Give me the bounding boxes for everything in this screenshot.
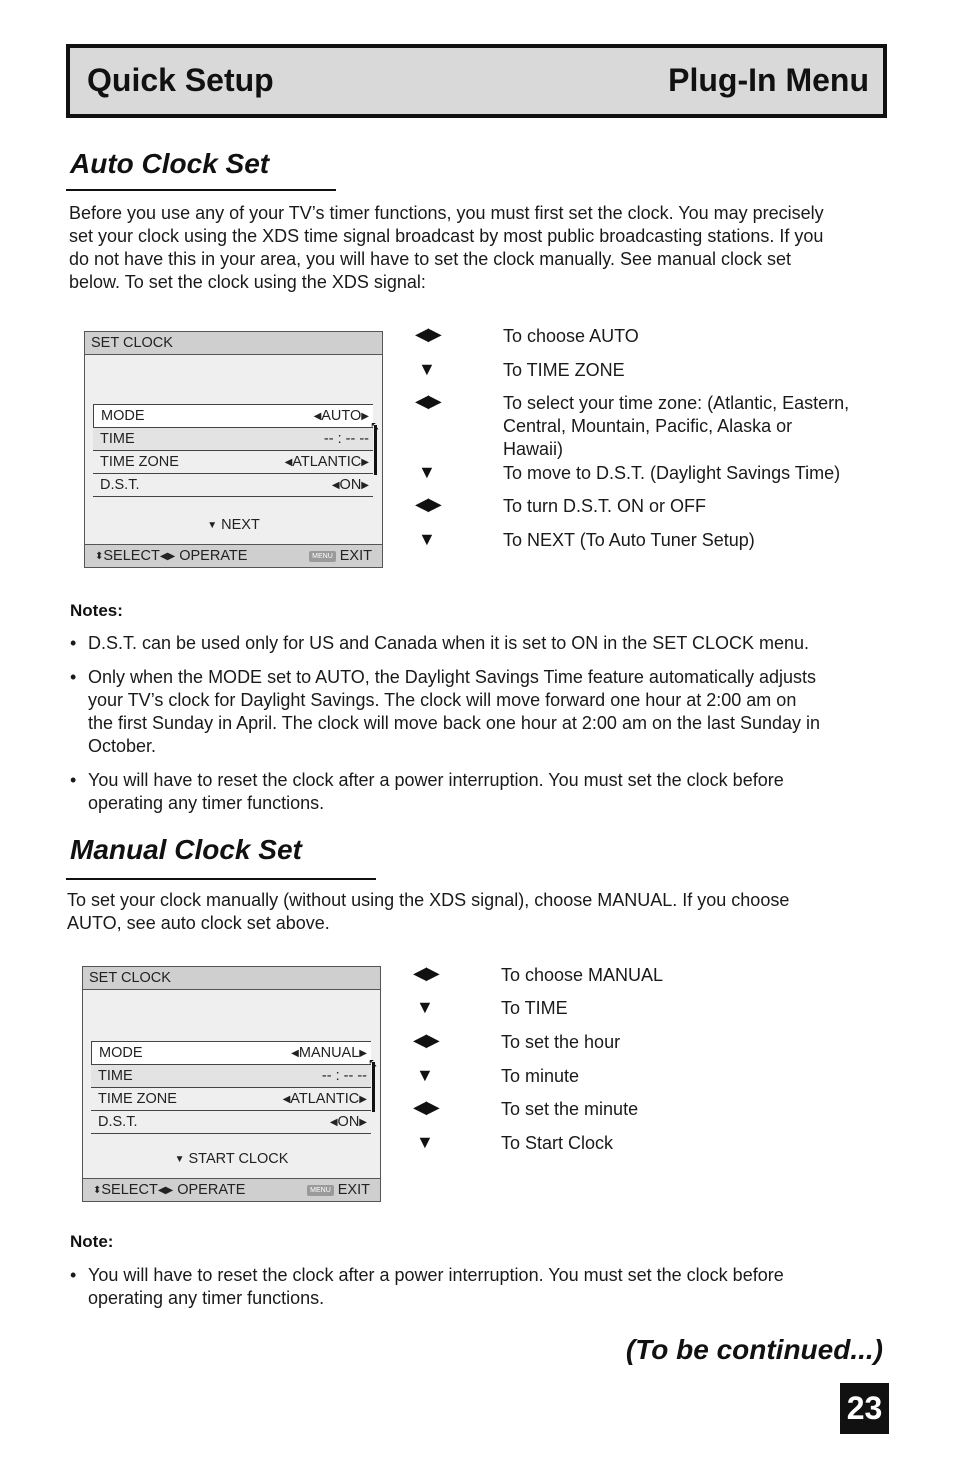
- up-down-icon: ⬍: [93, 1185, 102, 1196]
- down-arrow-icon: ▼: [418, 529, 435, 549]
- manual-step-text: To choose MANUAL: [501, 965, 664, 985]
- left-right-arrows-icon: ◀▶: [415, 324, 441, 344]
- note-item: • You will have to reset the clock after a power interruption. You must set the clock before operating any timer functions.: [70, 1265, 784, 1308]
- left-right-arrows-icon: ◀▶: [413, 1097, 439, 1117]
- menu-footer: ⬍SELECT◀▶ OPERATE MENU EXIT: [83, 1178, 380, 1201]
- menu-next: ▼ NEXT: [207, 517, 260, 533]
- menu-key-icon: MENU: [307, 1185, 334, 1196]
- manual-step-text: To set the minute: [501, 1099, 639, 1119]
- down-arrow-icon: ▼: [416, 1065, 433, 1085]
- manual-step-text: To set the hour: [501, 1032, 621, 1052]
- menu-rows: [93, 404, 380, 497]
- cursor-arrow-icon: ↖: [369, 419, 380, 433]
- note-item: • You will have to reset the clock after a power interruption. You must set the clock before operating any timer functions.: [70, 770, 784, 813]
- down-triangle-icon: ▼: [174, 1154, 185, 1165]
- left-right-arrows-icon: ◀▶: [413, 963, 439, 983]
- down-arrow-icon: ▼: [416, 1132, 433, 1152]
- menu-title: SET CLOCK: [83, 967, 380, 990]
- down-arrow-icon: ▼: [418, 359, 435, 379]
- menu-start-clock: ▼ START CLOCK: [174, 1151, 289, 1167]
- menu-row-time-zone: TIME ZONE ◀ATLANTIC▶: [93, 451, 373, 474]
- down-arrow-icon: ▼: [416, 997, 433, 1017]
- manual-intro: To set your clock manually (without using the XDS signal), choose MANUAL. If you choose AUTO, see auto clock set above.: [67, 890, 790, 933]
- auto-intro: Before you use any of your TV’s timer functions, you must first set the clock. You may precisely set your clock using the XDS time signal broadcast by most public broadcasting stations. If you do not have this in your area, you will have to set the clock manually. See manual clock set below. To set the clock using the XDS signal:: [69, 203, 824, 292]
- left-right-arrows-icon: ◀▶: [413, 1030, 439, 1050]
- menu-row-time-zone: TIME ZONE ◀ATLANTIC▶: [91, 1088, 371, 1111]
- left-right-arrows-icon: ◀▶: [415, 391, 441, 411]
- down-triangle-icon: ▼: [207, 520, 218, 531]
- menu-rows: [91, 1041, 378, 1134]
- left-right-arrows-icon: ◀▶: [415, 494, 441, 514]
- auto-step-text: To select your time zone: (Atlantic, Eastern, Central, Mountain, Pacific, Alaska or Hawaii): [503, 393, 850, 459]
- menu-row-dst: D.S.T. ◀ON▶: [93, 474, 373, 497]
- up-down-icon: ⬍: [95, 551, 104, 562]
- page-number: 23: [840, 1383, 889, 1434]
- menu-row-mode: MODE ◀MANUAL▶: [91, 1041, 371, 1065]
- left-right-icon: ◀▶: [157, 1185, 174, 1196]
- manual-step-text: To Start Clock: [501, 1133, 614, 1153]
- manual-set-clock-menu: [82, 966, 381, 1202]
- manual-title-rule: [66, 878, 376, 880]
- menu-title: SET CLOCK: [85, 332, 382, 355]
- page-header: [66, 44, 887, 118]
- menu-row-mode: MODE ◀AUTO▶: [93, 404, 373, 428]
- menu-row-time: TIME -- : -- --: [91, 1065, 371, 1088]
- left-right-icon: ◀▶: [159, 551, 176, 562]
- manual-clock-set-title: Manual Clock Set: [70, 834, 302, 865]
- header-right-title: Plug-In Menu: [668, 62, 869, 98]
- auto-title-rule: [66, 189, 336, 191]
- auto-step-text: To move to D.S.T. (Daylight Savings Time): [503, 463, 841, 483]
- cursor-arrow-icon: ↖: [367, 1056, 378, 1070]
- auto-set-clock-menu: [84, 331, 383, 568]
- auto-step-text: To TIME ZONE: [503, 360, 625, 380]
- manual-step-text: To minute: [501, 1066, 580, 1086]
- down-arrow-icon: ▼: [418, 462, 435, 482]
- header-left-title: Quick Setup: [87, 62, 274, 98]
- note-item: • D.S.T. can be used only for US and Canada when it is set to ON in the SET CLOCK menu.: [70, 633, 810, 653]
- menu-row-dst: D.S.T. ◀ON▶: [91, 1111, 371, 1134]
- auto-step-text: To turn D.S.T. ON or OFF: [503, 496, 707, 516]
- auto-step-text: To NEXT (To Auto Tuner Setup): [503, 530, 755, 550]
- note-heading: Note:: [70, 1232, 114, 1251]
- notes-heading: Notes:: [70, 601, 123, 620]
- menu-key-icon: MENU: [309, 551, 336, 562]
- to-be-continued: (To be continued...): [625, 1334, 883, 1365]
- auto-step-text: To choose AUTO: [503, 326, 639, 346]
- note-item: • Only when the MODE set to AUTO, the Daylight Savings Time feature automatically adjusts your TV’s clock for Daylight Savings. The clock will move forward one hour at 2:00 am on the first Sunday in April. The clock will move back one hour at 2:00 am on the last Sunday in October.: [70, 667, 821, 756]
- auto-clock-set-title: Auto Clock Set: [70, 148, 270, 179]
- manual-step-text: To TIME: [501, 998, 568, 1018]
- menu-footer: ⬍SELECT◀▶ OPERATE MENU EXIT: [85, 544, 382, 567]
- menu-row-time: TIME -- : -- --: [93, 428, 373, 451]
